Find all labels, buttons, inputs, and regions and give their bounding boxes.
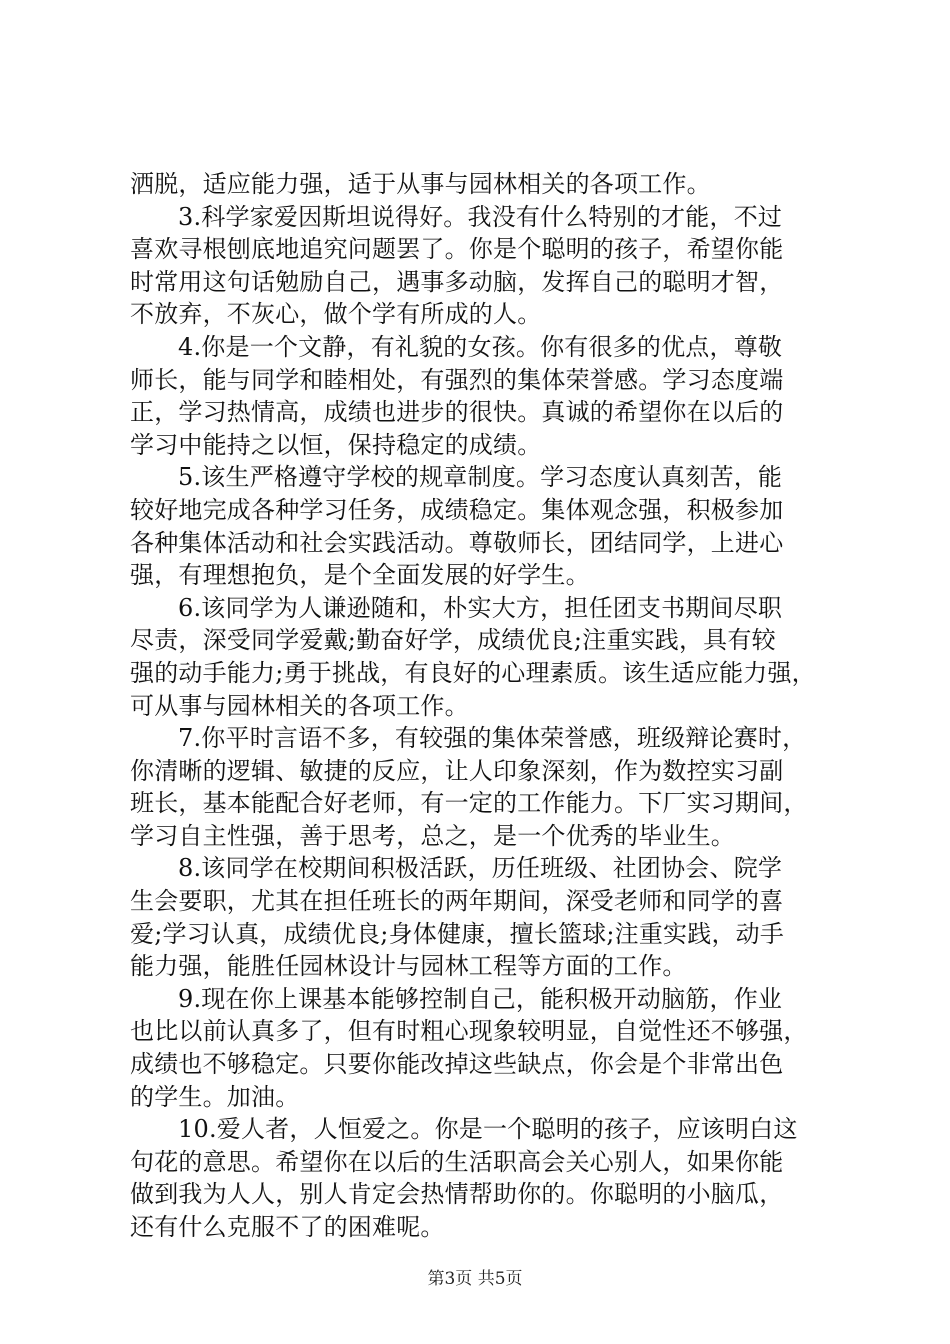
page-footer: 第3页 共5页 [427,1269,523,1289]
text-line: 各种集体活动和社会实践活动。尊敬师长，团结同学，上进心 [130,528,784,557]
text-line: 还有什么克服不了的困难呢。 [130,1213,445,1241]
text-line: 尽责，深受同学爱戴;勤奋好学，成绩优良;注重实践，具有较 [130,626,776,655]
text-line: 喜欢寻根刨底地追究问题罢了。你是个聪明的孩子，希望你能 [130,235,784,264]
text-line: 洒脱，适应能力强，适于从事与园林相关的各项工作。 [130,170,711,198]
text-line: 4.你是一个文静，有礼貌的女孩。你有很多的优点，尊敬 [178,332,783,361]
text-line: 8.该同学在校期间积极活跃，历任班级、社团协会、院学 [178,854,783,883]
text-line: 强的动手能力;勇于挑战，有良好的心理素质。该生适应能力强， [130,658,816,687]
text-line: 你清晰的逻辑、敏捷的反应，让人印象深刻，作为数控实习副 [130,756,784,785]
text-line: 成绩也不够稳定。只要你能改掉这些缺点，你会是个非常出色 [130,1050,784,1079]
text-line: 不放弃，不灰心，做个学有所成的人。 [130,300,542,329]
text-line: 可从事与园林相关的各项工作。 [130,691,469,720]
text-line: 学习自主性强，善于思考，总之，是一个优秀的毕业生。 [130,821,735,850]
text-line: 师长，能与同学和睦相处，有强烈的集体荣誉感。学习态度端 [130,365,784,394]
text-line: 能力强，能胜任园林设计与园林工程等方面的工作。 [130,952,687,981]
text-line: 的学生。加油。 [130,1082,300,1111]
text-line: 10.爱人者，人恒爱之。你是一个聪明的孩子，应该明白这 [178,1115,798,1144]
text-line: 句花的意思。希望你在以后的生活职高会关心别人，如果你能 [130,1147,784,1176]
document-body [130,168,835,1244]
text-line: 3.科学家爱因斯坦说得好。我没有什么特别的才能，不过 [178,202,783,231]
text-line: 班长，基本能配合好老师，有一定的工作能力。下厂实习期间， [130,789,808,818]
text-line: 正，学习热情高，成绩也进步的很快。真诚的希望你在以后的 [130,398,784,427]
text-line: 学习中能持之以恒，保持稳定的成绩。 [130,430,542,459]
text-line: 做到我为人人，别人肯定会热情帮助你的。你聪明的小脑瓜， [130,1180,784,1209]
text-line: 9.现在你上课基本能够控制自己，能积极开动脑筋，作业 [178,984,783,1013]
text-line: 7.你平时言语不多，有较强的集体荣誉感，班级辩论赛时， [178,724,807,753]
text-line: 也比以前认真多了，但有时粗心现象较明显，自觉性还不够强， [130,1017,808,1046]
text-line: 生会要职，尤其在担任班长的两年期间，深受老师和同学的喜 [130,887,784,916]
text-line: 强，有理想抱负，是个全面发展的好学生。 [130,561,590,590]
text-line: 5.该生严格遵守学校的规章制度。学习态度认真刻苦，能 [178,463,783,492]
text-line: 较好地完成各种学习任务，成绩稳定。集体观念强，积极参加 [130,495,784,524]
text-line: 6.该同学为人谦逊随和，朴实大方，担任团支书期间尽职 [178,593,783,622]
text-line: 爱;学习认真，成绩优良;身体健康，擅长篮球;注重实践，动手 [130,919,785,948]
text-line: 时常用这句话勉励自己，遇事多动脑，发挥自己的聪明才智， [130,267,784,296]
